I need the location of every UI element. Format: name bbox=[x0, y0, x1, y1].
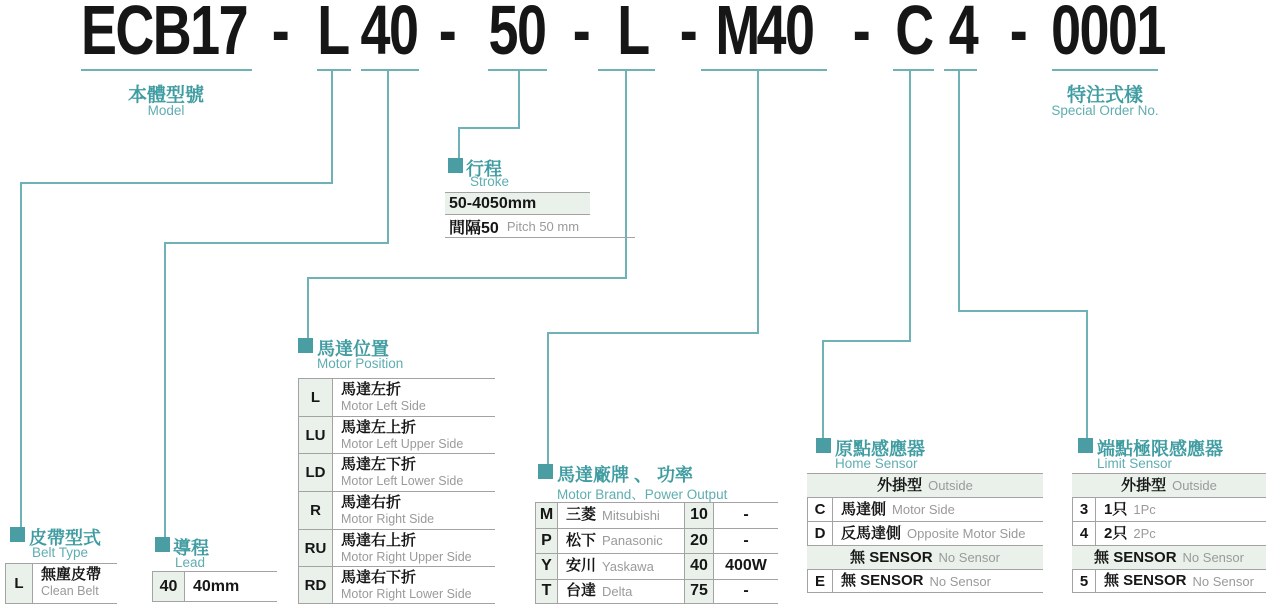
desc-cell bbox=[333, 379, 495, 416]
connector-brand-across bbox=[547, 332, 759, 334]
table-row bbox=[535, 553, 778, 579]
band-en: No Sensor bbox=[1182, 550, 1244, 565]
stroke-pitch-en: Pitch 50 mm bbox=[506, 218, 580, 234]
home-sensor-label-en: Home Sensor bbox=[835, 456, 918, 471]
table-row bbox=[807, 569, 1043, 593]
underline-model bbox=[81, 69, 252, 71]
table-row bbox=[298, 378, 495, 416]
desc-zh: 馬達右上折 bbox=[341, 531, 417, 549]
band-zh: 外掛型 bbox=[877, 476, 923, 494]
connector-limit-down bbox=[1086, 310, 1088, 439]
motor-brand-label-en: Motor Brand、Power Output bbox=[557, 487, 728, 502]
code-cell: LU bbox=[298, 417, 333, 454]
desc-en: No Sensor bbox=[929, 573, 991, 589]
brand-en: Panasonic bbox=[602, 533, 663, 549]
power-code-cell: 10 bbox=[684, 503, 714, 528]
table-row bbox=[1072, 521, 1266, 545]
code-cell: L bbox=[5, 564, 33, 603]
code-cell: RU bbox=[298, 530, 333, 567]
title-token-belt: L bbox=[317, 0, 349, 69]
title-dash: - bbox=[679, 0, 697, 69]
stroke-range: 50-4050mm bbox=[449, 194, 537, 212]
desc-en: Motor Left Lower Side bbox=[341, 474, 464, 489]
connector-limit-across bbox=[958, 310, 1088, 312]
desc-en: Motor Right Side bbox=[341, 512, 435, 527]
table-row bbox=[807, 497, 1043, 521]
title-token-model: ECB17 bbox=[80, 0, 248, 69]
power-value-cell: - bbox=[743, 582, 749, 600]
desc-zh: 馬達側 bbox=[841, 500, 887, 518]
limit-sensor-table bbox=[1072, 473, 1266, 593]
desc-en: Motor Left Side bbox=[341, 399, 426, 413]
brand-en: Delta bbox=[602, 583, 633, 599]
desc-cell bbox=[333, 417, 495, 454]
table-row bbox=[298, 453, 495, 491]
lead-value: 40mm bbox=[193, 577, 240, 595]
underline-lead bbox=[361, 69, 419, 71]
power-value-cell: - bbox=[743, 506, 749, 524]
table-row bbox=[298, 566, 495, 604]
section-marker-icon bbox=[298, 338, 313, 353]
desc-en: No Sensor bbox=[1192, 573, 1254, 589]
motor-position-label-zh: 馬達位置 bbox=[317, 339, 389, 359]
underline-home bbox=[893, 69, 934, 71]
band-zh: 無 SENSOR bbox=[850, 548, 933, 566]
brand-zh: 台達 bbox=[566, 582, 597, 600]
desc-cell bbox=[833, 498, 1043, 521]
power-value-cell: 400W bbox=[725, 557, 767, 575]
connector-stroke-across bbox=[458, 127, 520, 129]
brand-cell bbox=[558, 554, 684, 579]
desc-zh: 馬達左下折 bbox=[341, 456, 417, 474]
connector-lead-across bbox=[164, 242, 389, 244]
belt-type-label-zh: 皮帶型式 bbox=[29, 528, 101, 548]
underline-belt bbox=[317, 69, 351, 71]
desc-en: Motor Left Upper Side bbox=[341, 436, 464, 451]
title-dash: - bbox=[852, 0, 870, 69]
desc-cell bbox=[1096, 522, 1266, 545]
table-row bbox=[1072, 569, 1266, 593]
stroke-pitch-row bbox=[445, 215, 635, 238]
desc-cell bbox=[333, 567, 495, 603]
belt-type-label-en: Belt Type bbox=[32, 545, 89, 560]
connector-home-drop bbox=[909, 71, 911, 340]
stroke-table bbox=[445, 192, 635, 238]
connector-lead-drop bbox=[387, 71, 389, 242]
brand-code-cell: M bbox=[535, 503, 558, 528]
code-cell: LD bbox=[298, 454, 333, 491]
desc-cell bbox=[333, 492, 495, 529]
model-label-en: Model bbox=[147, 103, 185, 118]
desc-cell bbox=[1096, 570, 1266, 592]
desc-zh: 無 SENSOR bbox=[841, 572, 924, 589]
special-label-zh: 特注式樣 bbox=[1066, 85, 1144, 106]
code-cell: RD bbox=[298, 567, 333, 603]
underline-special bbox=[1052, 69, 1158, 71]
title-token-lead: 40 bbox=[360, 0, 418, 69]
table-row bbox=[298, 491, 495, 529]
brand-cell bbox=[558, 503, 684, 528]
home-sensor-table bbox=[807, 473, 1043, 593]
section-marker-icon bbox=[448, 158, 463, 173]
band-row-no-sensor bbox=[1072, 545, 1266, 569]
power-code-cell: 20 bbox=[684, 529, 714, 554]
code-cell: C bbox=[807, 498, 833, 521]
desc-cell bbox=[33, 564, 117, 603]
desc-cell bbox=[333, 454, 495, 491]
code-cell: D bbox=[807, 522, 833, 545]
motor-brand-label-zh: 馬達廠牌 、 功率 bbox=[557, 465, 694, 485]
title-token-motor-pos: L bbox=[617, 0, 649, 69]
code-cell: 4 bbox=[1072, 522, 1096, 545]
stroke-pitch-zh: 間隔50 bbox=[449, 219, 499, 237]
title-token-stroke: 50 bbox=[488, 0, 546, 69]
desc-en: 2Pc bbox=[1133, 526, 1156, 541]
brand-code-cell: Y bbox=[535, 554, 558, 579]
connector-brand-down bbox=[547, 332, 549, 465]
connector-motor-pos-down bbox=[307, 277, 309, 338]
title-token-limit: 4 bbox=[948, 0, 978, 69]
desc-zh: 無塵皮帶 bbox=[41, 566, 102, 583]
title-token-home: C bbox=[895, 0, 933, 69]
brand-zh: 松下 bbox=[566, 531, 597, 549]
connector-motor-pos-across bbox=[307, 277, 627, 279]
lead-label-zh: 導程 bbox=[173, 538, 209, 558]
band-row-outside bbox=[807, 473, 1043, 497]
band-en: No Sensor bbox=[938, 550, 1000, 565]
connector-motor-pos-drop bbox=[625, 71, 627, 277]
section-marker-icon bbox=[538, 464, 553, 479]
desc-cell bbox=[333, 530, 495, 567]
brand-cell bbox=[558, 580, 684, 604]
stroke-label-en: Stroke bbox=[470, 174, 510, 189]
power-code-cell: 40 bbox=[684, 554, 714, 579]
special-label-en: Special Order No. bbox=[1051, 103, 1159, 118]
code-cell: 5 bbox=[1072, 570, 1096, 592]
code-cell: L bbox=[298, 379, 333, 416]
desc-en: Motor Right Lower Side bbox=[341, 587, 472, 602]
title-token-brand: M bbox=[715, 0, 759, 69]
title-token-special: 0001 bbox=[1051, 0, 1165, 69]
connector-home-down bbox=[822, 340, 824, 439]
desc-zh: 馬達右折 bbox=[341, 494, 402, 512]
brand-zh: 安川 bbox=[566, 557, 597, 575]
desc-zh: 2只 bbox=[1104, 524, 1128, 542]
connector-stroke-down bbox=[458, 127, 460, 160]
limit-sensor-label-zh: 端點極限感應器 bbox=[1097, 439, 1223, 459]
brand-en: Yaskawa bbox=[602, 558, 654, 574]
section-marker-icon bbox=[816, 438, 831, 453]
table-row bbox=[535, 579, 778, 605]
model-label-zh: 本體型號 bbox=[127, 85, 205, 106]
section-marker-icon bbox=[155, 537, 170, 552]
table-row bbox=[298, 529, 495, 567]
connector-stroke-drop bbox=[518, 71, 520, 127]
desc-en: Clean Belt bbox=[41, 584, 99, 598]
belt-type-table bbox=[5, 563, 117, 604]
table-row bbox=[807, 521, 1043, 545]
connector-lead-down bbox=[164, 242, 166, 539]
connector-belt-across bbox=[20, 182, 333, 184]
desc-en: Motor Side bbox=[892, 502, 955, 517]
desc-cell bbox=[833, 522, 1043, 545]
brand-cell bbox=[558, 529, 684, 554]
band-en: Outside bbox=[928, 478, 973, 493]
connector-limit-drop bbox=[958, 71, 960, 310]
stroke-label-zh: 行程 bbox=[466, 159, 502, 179]
connector-brand-drop bbox=[757, 71, 759, 332]
table-row bbox=[152, 571, 277, 602]
desc-zh: 1只 bbox=[1104, 500, 1128, 518]
motor-brand-table bbox=[535, 502, 778, 604]
desc-zh: 馬達左上折 bbox=[341, 418, 417, 436]
desc-cell bbox=[833, 570, 1043, 592]
brand-code-cell: P bbox=[535, 529, 558, 554]
code-cell: 3 bbox=[1072, 498, 1096, 521]
desc-zh: 反馬達側 bbox=[841, 524, 902, 542]
brand-code-cell: T bbox=[535, 580, 558, 604]
brand-zh: 三菱 bbox=[566, 506, 597, 524]
table-row bbox=[535, 528, 778, 554]
limit-sensor-label-en: Limit Sensor bbox=[1097, 456, 1173, 471]
band-en: Outside bbox=[1172, 478, 1217, 493]
title-token-power: 40 bbox=[756, 0, 814, 69]
section-marker-icon bbox=[1078, 438, 1093, 453]
desc-cell bbox=[185, 572, 277, 601]
power-value-cell: - bbox=[743, 531, 749, 549]
brand-en: Mitsubishi bbox=[602, 507, 660, 523]
title-dash: - bbox=[438, 0, 456, 69]
desc-en: Opposite Motor Side bbox=[907, 526, 1026, 541]
connector-belt-down bbox=[20, 182, 22, 529]
band-zh: 無 SENSOR bbox=[1094, 548, 1177, 566]
title-dash: - bbox=[572, 0, 590, 69]
band-row-no-sensor bbox=[807, 545, 1043, 569]
motor-position-table bbox=[298, 378, 495, 604]
table-row bbox=[298, 416, 495, 454]
code-cell: E bbox=[807, 570, 833, 592]
table-row bbox=[5, 563, 117, 604]
lead-label-en: Lead bbox=[175, 555, 206, 570]
desc-zh: 馬達左折 bbox=[341, 381, 402, 398]
power-code-cell: 75 bbox=[684, 580, 714, 604]
title-dash: - bbox=[1009, 0, 1027, 69]
underline-brand bbox=[701, 69, 827, 71]
connector-belt-drop bbox=[331, 71, 333, 182]
code-cell: 40 bbox=[152, 572, 185, 601]
home-sensor-label-zh: 原點感應器 bbox=[835, 439, 925, 459]
desc-cell bbox=[1096, 498, 1266, 521]
desc-zh: 無 SENSOR bbox=[1104, 572, 1187, 589]
code-cell: R bbox=[298, 492, 333, 529]
desc-zh: 馬達右下折 bbox=[341, 569, 417, 587]
table-row bbox=[1072, 497, 1266, 521]
motor-position-label-en: Motor Position bbox=[317, 356, 404, 371]
desc-en: Motor Right Upper Side bbox=[341, 549, 472, 564]
band-row-outside bbox=[1072, 473, 1266, 497]
lead-table bbox=[152, 571, 277, 602]
underline-limit bbox=[944, 69, 977, 71]
section-marker-icon bbox=[10, 527, 25, 542]
title-dash: - bbox=[271, 0, 289, 69]
stroke-range-row bbox=[445, 192, 590, 215]
desc-en: 1Pc bbox=[1133, 502, 1156, 517]
connector-home-across bbox=[822, 340, 911, 342]
table-row bbox=[535, 502, 778, 528]
band-zh: 外掛型 bbox=[1121, 476, 1167, 494]
